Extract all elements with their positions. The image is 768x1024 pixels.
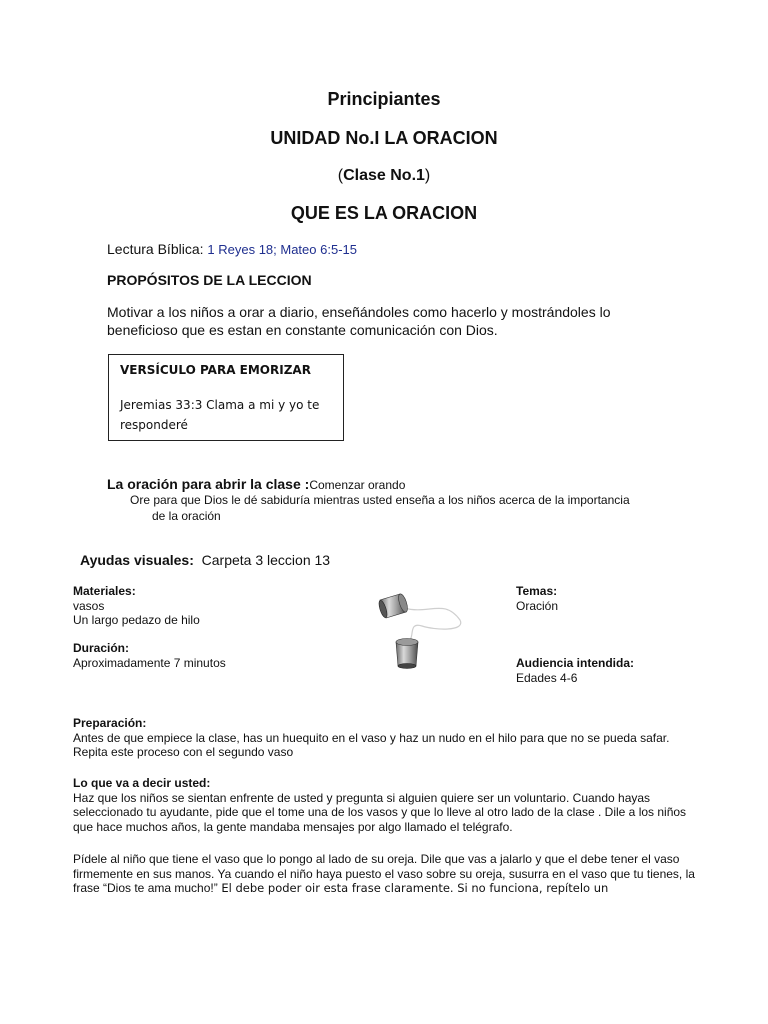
unit-heading: UNIDAD No.I LA ORACION — [270, 128, 498, 148]
materials-item: vasos — [73, 598, 105, 613]
top-can-icon — [377, 593, 409, 619]
opening-prayer-line-2: de la oración — [152, 509, 221, 523]
audience-label: Audiencia intendida: — [516, 656, 635, 670]
materials-label: Materiales: — [73, 584, 136, 598]
preparation-text: Antes de que empiece la clase, has un huequito en el vaso y haz un nudo en el hilo para que no se pueda safar. Repita este proceso con el segundo vaso — [73, 730, 670, 759]
bible-reading-label: Lectura Bíblica: — [107, 241, 208, 257]
topics-value: Oración — [516, 598, 559, 613]
what-to-say-block — [73, 776, 698, 834]
what-to-say-text: Haz que los niños se sientan enfrente de usted y pregunta si alguien quiere ser un voluntario. Cuando hayas seleccionado tu ayudante, pide que el tome una de los vasos y que lo lleve al otro lado de la clase . Dile a los niños que hace muchos años, la gente mandaba mensajes por algo llamado el telégrafo. — [73, 790, 687, 834]
memory-verse-box — [108, 354, 344, 441]
opening-prayer-label: La oración para abrir la clase : — [107, 476, 310, 492]
materials-item: Un largo pedazo de hilo — [73, 613, 200, 627]
duration-value: Aproximadamente 7 minutos — [73, 655, 226, 670]
preparation-label: Preparación: — [73, 716, 147, 730]
opening-prayer-line-1: Ore para que Dios le dé sabiduría mientras usted enseña a los niños acerca de la importancia — [130, 493, 630, 507]
visual-aids-label: Ayudas visuales: — [80, 552, 194, 568]
purposes-heading: PROPÓSITOS DE LA LECCION — [107, 272, 312, 288]
opening-prayer-text — [130, 492, 660, 524]
tin-can-telephone-image — [374, 590, 474, 670]
class-label: Clase No.1 — [343, 167, 425, 184]
class-open-paren: ( — [337, 167, 344, 184]
level-heading: Principiantes — [327, 89, 441, 109]
duration-label: Duración: — [73, 641, 130, 655]
opening-prayer-heading — [107, 476, 405, 492]
purposes-text: Motivar a los niños a orar a diario, enseñándoles como hacerlo y mostrándoles lo beneficioso que es estan en constante comunicación con Dios. — [107, 304, 611, 338]
instruction-paragraph — [73, 852, 698, 896]
bottom-can-icon — [396, 639, 418, 669]
preparation-block — [73, 716, 698, 760]
instruction-text-b: El debe poder oir esta frase claramente. Si no funciona, repítelo un — [217, 881, 609, 895]
visual-aids-value: Carpeta 3 leccion 13 — [201, 552, 331, 568]
memory-verse-text: Jeremias 33:3 Clama a mi y yo te responderé — [120, 398, 320, 432]
audience-block — [516, 656, 634, 685]
bible-reading — [107, 241, 357, 257]
memory-verse-title: VERSÍCULO PARA EMORIZAR — [120, 363, 311, 377]
what-to-say-label: Lo que va a decir usted: — [73, 776, 211, 790]
bible-reading-reference: 1 Reyes 18; Mateo 6:5-15 — [207, 242, 357, 257]
class-close-paren: ) — [424, 167, 431, 184]
audience-value: Edades 4-6 — [516, 670, 578, 685]
instruction-text-a: Pídele al niño que tiene el vaso que lo pongo al lado de su oreja. Dile que vas a jalarlo y que el debe tener el vaso firmemente en sus manos. Ya cuando el niño haya puesto el vaso sobre su oreja, susurra en el vaso que tu tienes, la frase “Dios te ama mucho!” — [73, 852, 695, 895]
lesson-title: QUE ES LA ORACION — [290, 203, 478, 223]
topics-label: Temas: — [516, 584, 558, 598]
opening-prayer-sub: Comenzar orando — [309, 478, 406, 492]
class-heading — [0, 167, 768, 185]
topics-block — [516, 584, 558, 613]
visual-aids — [80, 552, 330, 568]
duration-block — [73, 641, 226, 670]
materials-block — [73, 584, 200, 628]
